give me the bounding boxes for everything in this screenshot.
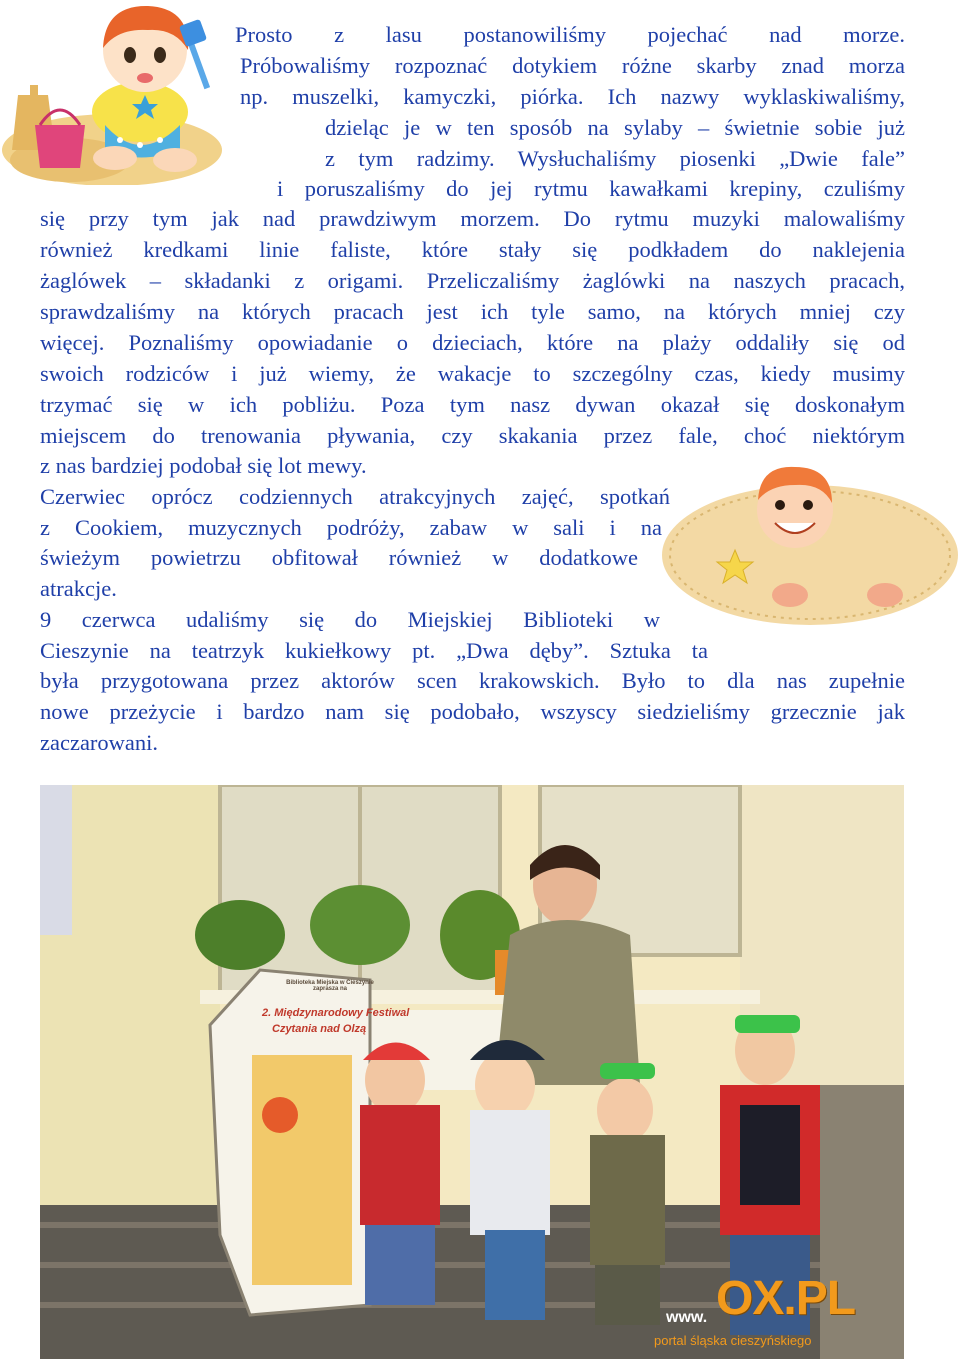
text-line: się przy tym jak nad prawdziwym morzem. Do rytmu muzyki malowaliśmy [40, 206, 905, 231]
text-line: 9 czerwca udaliśmy się do Miejskiej Biblioteki w [40, 607, 660, 632]
text-line: z tym radzimy. Wysłuchaliśmy piosenki „Dwie fale” [325, 146, 905, 171]
watermark-brand: OX.PL [716, 1272, 856, 1325]
text-line: Próbowaliśmy rozpoznać dotykiem różne skarby znad morza [240, 53, 905, 78]
text-line: była przygotowana przez aktorów scen krakowskich. Było to dla nas zupełnie [40, 668, 905, 693]
text-line: Prosto z lasu postanowiliśmy pojechać nad morze. [235, 22, 905, 47]
poster-title-1: 2. Międzynarodowy Festiwal [262, 1007, 410, 1019]
beach-child-clipart [0, 0, 230, 185]
text-line: nowe przeżycie i bardzo nam się podobało, wszyscy siedzieliśmy grzecznie jak [40, 699, 905, 724]
text-line: swoich rodziców i już wiemy, że wakacje to szczególny czas, kiedy musimy [40, 361, 905, 386]
text-line: np. muszelki, kamyczki, piórka. Ich nazwy wyklaskiwaliśmy, [240, 84, 905, 109]
text-line: więcej. Poznaliśmy opowiadanie o dzieciach, które na plaży oddaliły się od [40, 330, 905, 355]
text-line: dzieląc je w ten sposób na sylaby – świetnie sobie już [325, 115, 905, 140]
text-line: żaglówek – składanki z origami. Przeliczaliśmy żaglówki na naszych pracach, [40, 268, 905, 293]
poster-title-2: Czytania nad Olzą [272, 1023, 367, 1035]
text-line: również kredkami linie faliste, które stały się podkładem do naklejenia [40, 237, 905, 262]
watermark-www: www. [666, 1309, 708, 1326]
text-line: miejscem do trenowania pływania, czy skakania przez fale, choć niektórym [40, 423, 905, 448]
text-line: z Cookiem, muzycznych podróży, zabaw w sali i na [40, 515, 662, 540]
poster-org: Biblioteka Miejska w Cieszynie zaprasza na [286, 980, 374, 992]
text-line: sprawdzaliśmy na których pracach jest ich tyle samo, na których mniej czy [40, 299, 905, 324]
library-group-photo [40, 785, 904, 1359]
watermark-portal: portal śląska cieszyńskiego [654, 1333, 812, 1348]
text-line: atrakcje. [40, 576, 117, 601]
text-line: zaczarowani. [40, 730, 159, 755]
text-line: Czerwiec oprócz codziennych atrakcyjnych zajęć, spotkań [40, 484, 670, 509]
boy-in-sand-clipart [660, 455, 960, 630]
text-line: Cieszynie na teatrzyk kukiełkowy pt. „Dwa dęby”. Sztuka ta [40, 638, 708, 663]
text-line: i poruszaliśmy do jej rytmu kawałkami krepiny, czuliśmy [277, 176, 905, 201]
text-line: świeżym powietrzu obfitował również w dodatkowe [40, 545, 638, 570]
text-line: z nas bardziej podobał się lot mewy. [40, 453, 367, 478]
text-line: trzymać się w ich pobliżu. Poza tym nasz dywan okazał się doskonałym [40, 392, 905, 417]
